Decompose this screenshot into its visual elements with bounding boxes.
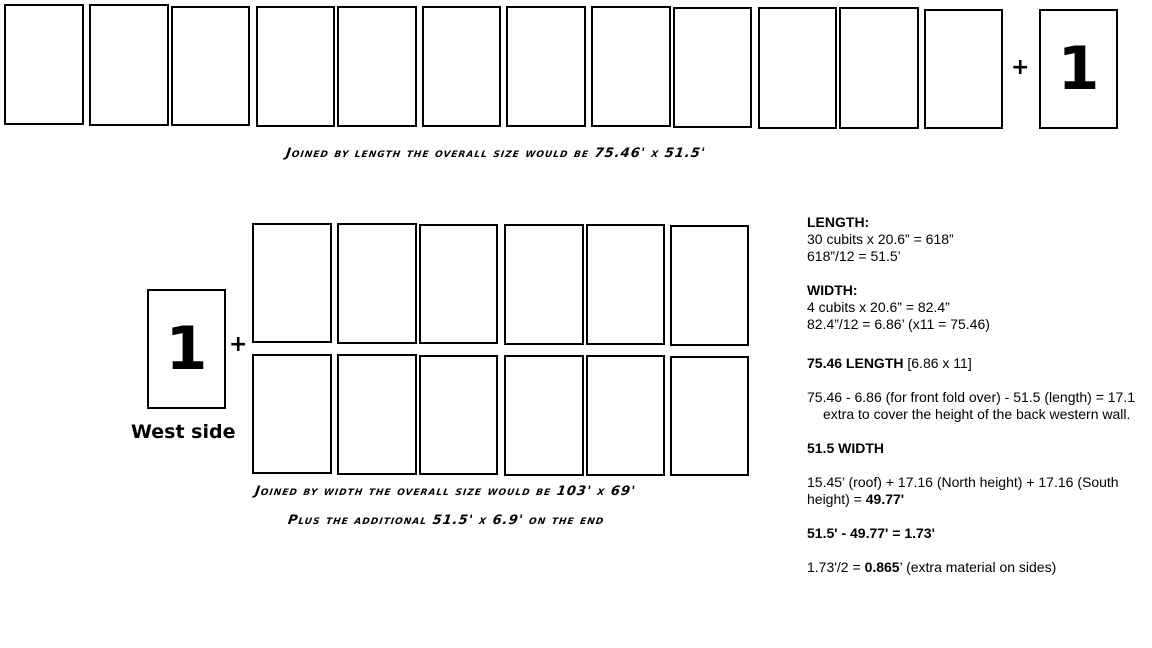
bottom-caption-additional: Plus the additional 51.5' x 6.9' on the end: [286, 513, 606, 528]
west-side-panel: [147, 289, 226, 409]
top-panel-11: [839, 7, 919, 129]
grid-panel-r2-c3: [419, 355, 498, 475]
top-panel-8: [591, 6, 671, 127]
grid-panel-r1-c3: [419, 224, 498, 344]
width-line-2: 82.4”/12 = 6.86’ (x11 = 75.46): [807, 316, 990, 332]
grid-panel-r2-c2: [337, 354, 417, 475]
side-extra-text: 1.73'/2 =: [807, 559, 865, 575]
length-total-detail: [6.86 x 11]: [903, 355, 972, 371]
top-extra-panel-number: 1: [1057, 34, 1100, 104]
grid-panel-r2-c5: [586, 355, 665, 476]
width-line-1: 4 cubits x 20.6” = 82.4”: [807, 299, 950, 315]
side-extra-value: 0.865: [864, 559, 900, 575]
extra-line-1: 75.46 - 6.86 (for front fold over) - 51.5 (length) = 17.1: [807, 389, 1136, 405]
top-panel-5: [337, 6, 417, 127]
top-panel-6: [422, 6, 501, 127]
top-panel-2: [89, 4, 169, 126]
side-extra-line: [807, 559, 1152, 576]
top-panel-9: [673, 7, 752, 128]
difference-line: 51.5' - 49.77' = 1.73': [807, 525, 935, 541]
top-panel-3: [171, 6, 250, 126]
grid-panel-r2-c4: [504, 355, 584, 476]
calculation-notes: [807, 214, 1152, 576]
top-panel-4: [256, 6, 335, 127]
top-panel-12: [924, 9, 1003, 129]
width-total: 51.5 WIDTH: [807, 440, 885, 456]
length-total-value: 75.46 LENGTH: [807, 355, 904, 371]
top-panel-7: [506, 6, 586, 127]
grid-panel-r2-c1: [252, 354, 332, 474]
grid-panel-r1-c2: [337, 223, 417, 344]
length-line-1: 30 cubits x 20.6” = 618”: [807, 231, 954, 247]
bottom-plus-sign: +: [229, 332, 248, 357]
bottom-caption-width: Joined by width the overall size would be 103' x 69': [253, 484, 637, 499]
side-extra-rest: ’ (extra material on sides): [899, 559, 1057, 575]
grid-panel-r1-c6: [670, 225, 749, 346]
grid-panel-r1-c4: [504, 224, 584, 345]
length-total: [807, 355, 1152, 372]
grid-panel-r2-c6: [670, 356, 749, 476]
west-side-label: West side: [131, 421, 236, 443]
top-panel-1: [4, 4, 84, 125]
heights-sum: [807, 474, 1137, 508]
length-heading: LENGTH:: [807, 214, 870, 230]
extra-line-2: extra to cover the height of the back western wall.: [823, 406, 1131, 422]
width-heading: WIDTH:: [807, 282, 858, 298]
top-panel-10: [758, 7, 837, 129]
top-plus-sign: +: [1011, 55, 1030, 80]
top-extra-panel: [1039, 9, 1118, 129]
west-side-panel-number: 1: [165, 314, 208, 384]
heights-sum-result: 49.77': [865, 491, 905, 507]
grid-panel-r1-c1: [252, 223, 332, 343]
heights-sum-text: 15.45’ (roof) + 17.16 (North height) + 17.16 (South height) =: [807, 474, 1119, 507]
grid-panel-r1-c5: [586, 224, 665, 345]
top-caption: Joined by length the overall size would be 75.46' x 51.5': [284, 146, 707, 161]
length-line-2: 618”/12 = 51.5’: [807, 248, 901, 264]
